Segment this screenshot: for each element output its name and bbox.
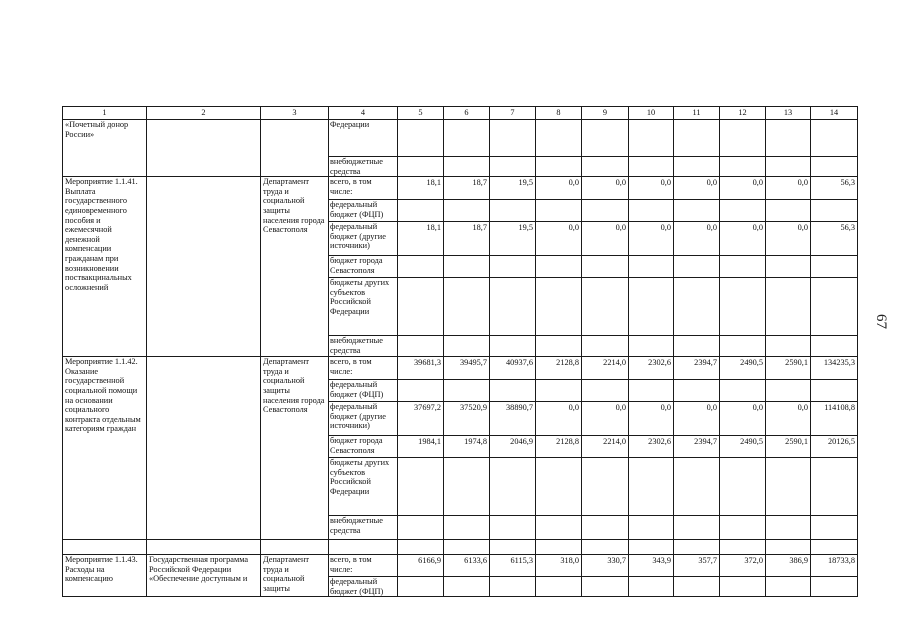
value-cell: 386,9 [766,555,811,577]
value-cell [582,278,629,336]
value-cell [490,516,536,540]
column-number: 6 [444,107,490,120]
value-cell [674,336,720,357]
empty-cell [674,540,720,555]
value-cell [629,200,674,222]
value-cell [674,577,720,597]
value-cell: 2590,1 [766,436,811,458]
value-cell: 0,0 [674,222,720,256]
value-cell [536,200,582,222]
funding-source-cell: внебюджетные средства [329,516,398,540]
value-cell: 0,0 [766,402,811,436]
value-cell: 1984,1 [398,436,444,458]
value-cell [444,120,490,157]
value-cell [398,458,444,516]
value-cell: 2302,6 [629,436,674,458]
empty-cell [329,540,398,555]
value-cell [811,200,858,222]
program-cell [147,120,261,177]
value-cell: 18,7 [444,177,490,200]
value-cell [811,256,858,278]
value-cell [398,336,444,357]
value-cell [629,336,674,357]
value-cell [490,458,536,516]
value-cell [444,458,490,516]
value-cell [582,577,629,597]
executor-cell: Департамент труда и социальной защиты [261,555,329,597]
value-cell [444,278,490,336]
executor-cell: Департамент труда и социальной защиты населения города Севастополя [261,177,329,357]
value-cell [490,278,536,336]
value-cell: 343,9 [629,555,674,577]
activity-cell: Мероприятие 1.1.41. Выплата государственного единовременного пособия и ежемесячной денежной компенсации гражданам при возникновении поствакцинальных осложнений [63,177,147,357]
empty-cell [536,540,582,555]
value-cell [766,200,811,222]
empty-cell [261,540,329,555]
value-cell [629,516,674,540]
value-cell: 19,5 [490,222,536,256]
value-cell [490,200,536,222]
value-cell [811,336,858,357]
value-cell [811,157,858,177]
funding-source-cell: всего, в том числе: [329,555,398,577]
column-number: 8 [536,107,582,120]
value-cell [674,120,720,157]
column-number: 10 [629,107,674,120]
value-cell [720,256,766,278]
empty-cell [629,540,674,555]
value-cell: 2490,5 [720,436,766,458]
value-cell: 0,0 [766,177,811,200]
funding-source-cell: внебюджетные средства [329,157,398,177]
value-cell [444,256,490,278]
value-cell [582,458,629,516]
value-cell: 2046,9 [490,436,536,458]
value-cell [444,200,490,222]
value-cell [536,120,582,157]
table-row [63,120,858,157]
value-cell: 6133,6 [444,555,490,577]
value-cell [811,577,858,597]
value-cell [720,278,766,336]
empty-cell [63,540,147,555]
value-cell: 6115,3 [490,555,536,577]
value-cell: 0,0 [536,222,582,256]
column-number: 9 [582,107,629,120]
program-cell [147,177,261,357]
value-cell [720,120,766,157]
value-cell [720,380,766,402]
value-cell [398,157,444,177]
value-cell [811,516,858,540]
value-cell [720,157,766,177]
funding-source-cell: бюджет города Севастополя [329,436,398,458]
value-cell: 2302,6 [629,357,674,380]
value-cell [674,380,720,402]
value-cell: 0,0 [536,402,582,436]
value-cell: 2128,8 [536,357,582,380]
value-cell [582,120,629,157]
value-cell [629,458,674,516]
value-cell [398,278,444,336]
value-cell [582,200,629,222]
value-cell: 39495,7 [444,357,490,380]
value-cell: 357,7 [674,555,720,577]
column-number: 4 [329,107,398,120]
value-cell [444,577,490,597]
value-cell [811,458,858,516]
value-cell [398,577,444,597]
funding-source-cell: бюджеты других субъектов Российской Федерации [329,278,398,336]
value-cell: 56,3 [811,177,858,200]
value-cell [766,577,811,597]
value-cell: 2590,1 [766,357,811,380]
value-cell [536,516,582,540]
activity-cell: Мероприятие 1.1.43. Расходы на компенсацию [63,555,147,597]
value-cell [811,380,858,402]
value-cell [490,157,536,177]
page-number: 67 [873,314,889,329]
activity-cell: Мероприятие 1.1.42. Оказание государственной социальной помощи на основании социального контракта отдельным категориям граждан [63,357,147,540]
value-cell [720,336,766,357]
empty-cell [398,540,444,555]
column-number: 12 [720,107,766,120]
value-cell: 39681,3 [398,357,444,380]
empty-cell [766,540,811,555]
empty-cell [490,540,536,555]
value-cell [444,516,490,540]
empty-cell [811,540,858,555]
value-cell: 56,3 [811,222,858,256]
value-cell: 0,0 [720,222,766,256]
value-cell [490,380,536,402]
value-cell [582,516,629,540]
value-cell: 134235,3 [811,357,858,380]
value-cell: 0,0 [629,402,674,436]
value-cell: 2394,7 [674,357,720,380]
value-cell [398,200,444,222]
value-cell [674,516,720,540]
value-cell: 0,0 [720,177,766,200]
value-cell [674,256,720,278]
value-cell [490,256,536,278]
value-cell [766,458,811,516]
table-row [63,177,858,200]
funding-source-cell: бюджеты других субъектов Российской Федерации [329,458,398,516]
value-cell [398,516,444,540]
value-cell: 0,0 [582,222,629,256]
value-cell: 20126,5 [811,436,858,458]
value-cell [629,120,674,157]
value-cell [629,157,674,177]
value-cell [766,336,811,357]
value-cell: 0,0 [536,177,582,200]
value-cell [444,336,490,357]
value-cell [720,200,766,222]
value-cell [582,256,629,278]
program-cell [147,357,261,540]
table-row [63,555,858,577]
value-cell [766,516,811,540]
funding-source-cell: федеральный бюджет (другие источники) [329,402,398,436]
funding-source-cell: федеральный бюджет (ФЦП) [329,380,398,402]
value-cell [811,120,858,157]
value-cell [536,157,582,177]
financing-table [62,106,858,597]
column-number: 13 [766,107,811,120]
value-cell [444,380,490,402]
funding-source-cell: федеральный бюджет (ФЦП) [329,577,398,597]
column-number: 3 [261,107,329,120]
funding-source-cell: федеральный бюджет (ФЦП) [329,200,398,222]
value-cell [536,278,582,336]
funding-source-cell: внебюджетные средства [329,336,398,357]
value-cell: 18,7 [444,222,490,256]
empty-cell [582,540,629,555]
executor-cell: Департамент труда и социальной защиты населения города Севастополя [261,357,329,540]
value-cell [674,200,720,222]
value-cell [766,380,811,402]
funding-source-cell: федеральный бюджет (другие источники) [329,222,398,256]
executor-cell [261,120,329,177]
value-cell: 318,0 [536,555,582,577]
value-cell: 6166,9 [398,555,444,577]
value-cell [444,157,490,177]
value-cell [674,278,720,336]
value-cell: 40937,6 [490,357,536,380]
value-cell [766,256,811,278]
value-cell: 0,0 [766,222,811,256]
value-cell: 18733,8 [811,555,858,577]
value-cell: 37697,2 [398,402,444,436]
value-cell [536,336,582,357]
value-cell [490,336,536,357]
value-cell: 38890,7 [490,402,536,436]
value-cell [582,380,629,402]
value-cell [490,577,536,597]
value-cell [766,120,811,157]
value-cell [398,120,444,157]
value-cell [536,458,582,516]
value-cell: 0,0 [629,222,674,256]
value-cell: 0,0 [674,402,720,436]
value-cell [720,577,766,597]
table-row [63,357,858,380]
value-cell: 0,0 [582,177,629,200]
value-cell: 2394,7 [674,436,720,458]
value-cell [766,278,811,336]
value-cell: 2214,0 [582,357,629,380]
funding-source-cell: всего, в том числе: [329,357,398,380]
value-cell [490,120,536,157]
value-cell: 2128,8 [536,436,582,458]
value-cell: 18,1 [398,222,444,256]
funding-source-cell: Федерации [329,120,398,157]
value-cell: 37520,9 [444,402,490,436]
header-row [63,107,858,120]
value-cell: 2490,5 [720,357,766,380]
value-cell [720,458,766,516]
value-cell: 372,0 [720,555,766,577]
value-cell: 0,0 [629,177,674,200]
empty-cell [720,540,766,555]
value-cell [582,336,629,357]
funding-source-cell: бюджет города Севастополя [329,256,398,278]
spacer-row [63,540,858,555]
value-cell [398,380,444,402]
empty-cell [444,540,490,555]
column-number: 7 [490,107,536,120]
value-cell [536,577,582,597]
value-cell: 2214,0 [582,436,629,458]
value-cell: 330,7 [582,555,629,577]
value-cell [629,380,674,402]
value-cell [811,278,858,336]
column-number: 5 [398,107,444,120]
column-number: 1 [63,107,147,120]
value-cell: 1974,8 [444,436,490,458]
value-cell: 18,1 [398,177,444,200]
value-cell: 0,0 [582,402,629,436]
value-cell [629,577,674,597]
activity-cell: «Почетный донор России» [63,120,147,177]
value-cell: 19,5 [490,177,536,200]
column-number: 2 [147,107,261,120]
value-cell [629,256,674,278]
value-cell [582,157,629,177]
value-cell: 0,0 [720,402,766,436]
value-cell: 114108,8 [811,402,858,436]
value-cell [536,380,582,402]
empty-cell [147,540,261,555]
value-cell [720,516,766,540]
funding-source-cell: всего, в том числе: [329,177,398,200]
value-cell [674,458,720,516]
program-cell: Государственная программа Российской Федерации «Обеспечение доступным и [147,555,261,597]
value-cell [398,256,444,278]
value-cell [629,278,674,336]
column-number: 11 [674,107,720,120]
column-number: 14 [811,107,858,120]
value-cell [536,256,582,278]
value-cell [674,157,720,177]
value-cell [766,157,811,177]
value-cell: 0,0 [674,177,720,200]
